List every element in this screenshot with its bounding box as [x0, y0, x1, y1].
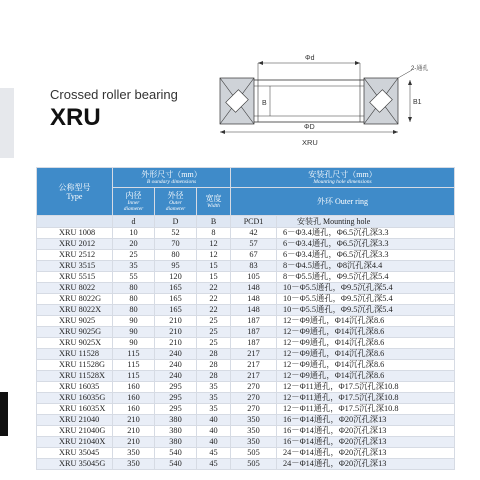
- unit-hole: 安装孔 Mounting hole: [277, 216, 455, 228]
- unit-d: d: [113, 216, 155, 228]
- page-subtitle: Crossed roller bearing: [50, 87, 178, 102]
- cell-mounting-hole: 8－Φ5.5通孔，Φ9.5沉孔深5.4: [277, 272, 455, 283]
- cell-type: XRU 11528X: [37, 371, 113, 382]
- dimension-table: [36, 167, 455, 470]
- cell-outer-D: 95: [155, 261, 197, 272]
- cell-inner-d: 160: [113, 393, 155, 404]
- cell-width-B: 40: [197, 415, 231, 426]
- cell-type: XRU 9025G: [37, 327, 113, 338]
- header-outer-cn: 外径: [167, 191, 184, 200]
- cell-pcd: 505: [231, 448, 277, 459]
- header-boundary-cn: 外形尺寸（mm）: [141, 170, 202, 179]
- cell-width-B: 22: [197, 305, 231, 316]
- cell-type: XRU 9025X: [37, 338, 113, 349]
- cell-type: XRU 21040: [37, 415, 113, 426]
- cell-inner-d: 80: [113, 283, 155, 294]
- cell-width-B: 35: [197, 382, 231, 393]
- cell-inner-d: 35: [113, 261, 155, 272]
- header-type: [37, 168, 113, 216]
- cell-mounting-hole: 12－Φ9通孔，Φ14沉孔深8.6: [277, 316, 455, 327]
- cell-width-B: 28: [197, 349, 231, 360]
- label-outer-diameter: ΦD: [304, 124, 315, 131]
- cell-pcd: 187: [231, 338, 277, 349]
- header-boundary: [113, 168, 231, 188]
- table-body: [37, 228, 455, 470]
- header-outer-ring: [231, 188, 455, 216]
- cell-outer-D: 240: [155, 349, 197, 360]
- cell-pcd: 217: [231, 371, 277, 382]
- table-row: [37, 305, 455, 316]
- cell-width-B: 15: [197, 272, 231, 283]
- cell-outer-D: 240: [155, 371, 197, 382]
- unit-blank: [37, 216, 113, 228]
- table-row: [37, 393, 455, 404]
- cell-mounting-hole: 16－Φ14通孔，Φ20沉孔深13: [277, 415, 455, 426]
- cell-outer-D: 380: [155, 415, 197, 426]
- cell-mounting-hole: 10－Φ5.5通孔，Φ9.5沉孔深5.4: [277, 294, 455, 305]
- table-row: [37, 360, 455, 371]
- cell-type: XRU 8022: [37, 283, 113, 294]
- cell-outer-D: 380: [155, 426, 197, 437]
- table-row: [37, 415, 455, 426]
- header-mounting-en: Mounting hole dimensions: [313, 179, 372, 185]
- cell-mounting-hole: 6－Φ3.4通孔，Φ6.5沉孔深3.3: [277, 250, 455, 261]
- cell-inner-d: 90: [113, 327, 155, 338]
- cell-pcd: 42: [231, 228, 277, 239]
- header-outer-ring-label: 外环 Outer ring: [316, 197, 369, 206]
- cell-mounting-hole: 6－Φ3.4通孔，Φ6.5沉孔深3.3: [277, 228, 455, 239]
- cell-outer-D: 165: [155, 305, 197, 316]
- cell-mounting-hole: 24－Φ14通孔，Φ20沉孔深13: [277, 448, 455, 459]
- cell-outer-D: 210: [155, 327, 197, 338]
- cell-width-B: 12: [197, 250, 231, 261]
- cell-pcd: 187: [231, 316, 277, 327]
- table-row: [37, 437, 455, 448]
- cell-pcd: 350: [231, 426, 277, 437]
- cell-width-B: 12: [197, 239, 231, 250]
- cell-width-B: 25: [197, 316, 231, 327]
- bearing-cross-section-drawing: [208, 48, 448, 148]
- table-row: [37, 426, 455, 437]
- header-width: [197, 188, 231, 216]
- unit-B: B: [197, 216, 231, 228]
- header-width-cn: 宽度: [205, 194, 222, 203]
- table-row: [37, 349, 455, 360]
- page-title: XRU: [50, 104, 101, 131]
- cell-outer-D: 120: [155, 272, 197, 283]
- cell-width-B: 40: [197, 437, 231, 448]
- table-row: [37, 228, 455, 239]
- cell-outer-D: 165: [155, 294, 197, 305]
- table-row: [37, 316, 455, 327]
- cell-mounting-hole: 12－Φ9通孔，Φ14沉孔深8.6: [277, 327, 455, 338]
- cell-type: XRU 16035: [37, 382, 113, 393]
- cell-pcd: 270: [231, 404, 277, 415]
- header-inner-en1: Inner: [127, 200, 140, 206]
- header-inner-cn: 内径: [125, 191, 142, 200]
- cell-width-B: 35: [197, 404, 231, 415]
- header-mounting: [231, 168, 455, 188]
- side-accent-bar: [0, 88, 14, 158]
- cell-pcd: 350: [231, 437, 277, 448]
- cell-width-B: 40: [197, 426, 231, 437]
- cell-type: XRU 8022G: [37, 294, 113, 305]
- cell-pcd: 148: [231, 283, 277, 294]
- cell-inner-d: 210: [113, 437, 155, 448]
- dimension-table-container: [36, 167, 454, 470]
- table-row: [37, 239, 455, 250]
- cell-outer-D: 210: [155, 338, 197, 349]
- label-outer-width: B1: [413, 99, 422, 106]
- cell-mounting-hole: 12－Φ9通孔，Φ14沉孔深8.6: [277, 338, 455, 349]
- cell-outer-D: 295: [155, 393, 197, 404]
- unit-pcd: PCD1: [231, 216, 277, 228]
- cell-inner-d: 90: [113, 316, 155, 327]
- header-outer-en1: Outer: [169, 200, 182, 206]
- cell-inner-d: 115: [113, 349, 155, 360]
- cell-inner-d: 210: [113, 415, 155, 426]
- cell-type: XRU 2512: [37, 250, 113, 261]
- cell-mounting-hole: 24－Φ14通孔，Φ20沉孔深13: [277, 459, 455, 470]
- cell-type: XRU 11528: [37, 349, 113, 360]
- table-row: [37, 250, 455, 261]
- cell-mounting-hole: 10－Φ5.5通孔，Φ9.5沉孔深5.4: [277, 283, 455, 294]
- cell-type: XRU 11528G: [37, 360, 113, 371]
- label-inner-diameter: Φd: [305, 55, 315, 62]
- table-row: [37, 459, 455, 470]
- cell-outer-D: 540: [155, 448, 197, 459]
- cell-width-B: 22: [197, 283, 231, 294]
- header-inner-en2: diameter: [123, 206, 144, 212]
- cell-type: XRU 35045: [37, 448, 113, 459]
- table-row: [37, 327, 455, 338]
- cell-pcd: 187: [231, 327, 277, 338]
- drawing-caption: XRU: [302, 138, 318, 147]
- header-mounting-cn: 安装孔尺寸（mm）: [308, 170, 377, 179]
- cell-width-B: 25: [197, 338, 231, 349]
- cell-mounting-hole: 16－Φ14通孔，Φ20沉孔深13: [277, 426, 455, 437]
- cell-mounting-hole: 8－Φ4.5通孔，Φ8沉孔深4.4: [277, 261, 455, 272]
- table-row: [37, 338, 455, 349]
- cell-width-B: 8: [197, 228, 231, 239]
- cell-width-B: 45: [197, 459, 231, 470]
- cell-inner-d: 80: [113, 294, 155, 305]
- cell-inner-d: 115: [113, 360, 155, 371]
- header-width-en: Width: [207, 203, 220, 209]
- cell-pcd: 67: [231, 250, 277, 261]
- cell-mounting-hole: 12－Φ9通孔，Φ14沉孔深8.6: [277, 371, 455, 382]
- table-row: [37, 404, 455, 415]
- header-boundary-en: B oundary dimensions: [146, 179, 197, 185]
- cell-pcd: 270: [231, 382, 277, 393]
- cell-inner-d: 10: [113, 228, 155, 239]
- cell-mounting-hole: 12－Φ9通孔，Φ14沉孔深8.6: [277, 349, 455, 360]
- header-outer-diameter: [155, 188, 197, 216]
- cell-type: XRU 35045G: [37, 459, 113, 470]
- cell-inner-d: 20: [113, 239, 155, 250]
- cell-type: XRU 21040X: [37, 437, 113, 448]
- header-outer-en2: diameter: [165, 206, 186, 212]
- cell-outer-D: 80: [155, 250, 197, 261]
- cell-pcd: 148: [231, 305, 277, 316]
- cell-type: XRU 8022X: [37, 305, 113, 316]
- header-type-cn: 公称型号: [58, 182, 91, 192]
- cell-inner-d: 350: [113, 448, 155, 459]
- cell-outer-D: 240: [155, 360, 197, 371]
- cell-pcd: 148: [231, 294, 277, 305]
- cell-type: XRU 3515: [37, 261, 113, 272]
- cell-mounting-hole: 12－Φ11通孔，Φ17.5沉孔深10.8: [277, 393, 455, 404]
- cell-mounting-hole: 12－Φ11通孔，Φ17.5沉孔深10.8: [277, 404, 455, 415]
- table-row: [37, 272, 455, 283]
- table-row: [37, 261, 455, 272]
- cell-width-B: 15: [197, 261, 231, 272]
- cell-type: XRU 5515: [37, 272, 113, 283]
- label-mounting-holes: 2-通孔: [411, 66, 429, 72]
- cell-width-B: 22: [197, 294, 231, 305]
- cell-width-B: 25: [197, 327, 231, 338]
- cell-type: XRU 1008: [37, 228, 113, 239]
- cell-inner-d: 80: [113, 305, 155, 316]
- side-marker: [0, 392, 8, 436]
- cell-pcd: 270: [231, 393, 277, 404]
- table-row: [37, 448, 455, 459]
- cell-outer-D: 295: [155, 382, 197, 393]
- table-row: [37, 294, 455, 305]
- cell-pcd: 217: [231, 349, 277, 360]
- cell-outer-D: 52: [155, 228, 197, 239]
- cell-outer-D: 540: [155, 459, 197, 470]
- cell-inner-d: 55: [113, 272, 155, 283]
- cell-inner-d: 210: [113, 426, 155, 437]
- cell-outer-D: 210: [155, 316, 197, 327]
- cell-outer-D: 380: [155, 437, 197, 448]
- cell-width-B: 28: [197, 371, 231, 382]
- cell-inner-d: 350: [113, 459, 155, 470]
- cell-mounting-hole: 6－Φ3.4通孔，Φ6.5沉孔深3.3: [277, 239, 455, 250]
- cell-pcd: 350: [231, 415, 277, 426]
- cell-type: XRU 2012: [37, 239, 113, 250]
- header-inner-diameter: [113, 188, 155, 216]
- cell-type: XRU 16035X: [37, 404, 113, 415]
- cell-width-B: 45: [197, 448, 231, 459]
- cell-width-B: 28: [197, 360, 231, 371]
- cell-pcd: 83: [231, 261, 277, 272]
- cell-inner-d: 90: [113, 338, 155, 349]
- table-row: [37, 283, 455, 294]
- table-row: [37, 371, 455, 382]
- cell-inner-d: 160: [113, 404, 155, 415]
- cell-mounting-hole: 10－Φ5.5通孔，Φ9.5沉孔深5.4: [277, 305, 455, 316]
- cell-mounting-hole: 12－Φ9通孔，Φ14沉孔深8.6: [277, 360, 455, 371]
- cell-outer-D: 70: [155, 239, 197, 250]
- cell-mounting-hole: 12－Φ11通孔，Φ17.5沉孔深10.8: [277, 382, 455, 393]
- label-width: B: [262, 100, 267, 107]
- cell-pcd: 217: [231, 360, 277, 371]
- cell-inner-d: 160: [113, 382, 155, 393]
- header-type-en: Type: [66, 191, 83, 201]
- cell-inner-d: 25: [113, 250, 155, 261]
- cell-pcd: 105: [231, 272, 277, 283]
- cell-mounting-hole: 16－Φ14通孔，Φ20沉孔深13: [277, 437, 455, 448]
- table-row: [37, 382, 455, 393]
- cell-pcd: 505: [231, 459, 277, 470]
- unit-D: D: [155, 216, 197, 228]
- cell-outer-D: 165: [155, 283, 197, 294]
- cell-pcd: 57: [231, 239, 277, 250]
- cell-width-B: 35: [197, 393, 231, 404]
- cell-inner-d: 115: [113, 371, 155, 382]
- cell-type: XRU 9025: [37, 316, 113, 327]
- cell-outer-D: 295: [155, 404, 197, 415]
- cell-type: XRU 21040G: [37, 426, 113, 437]
- cell-type: XRU 16035G: [37, 393, 113, 404]
